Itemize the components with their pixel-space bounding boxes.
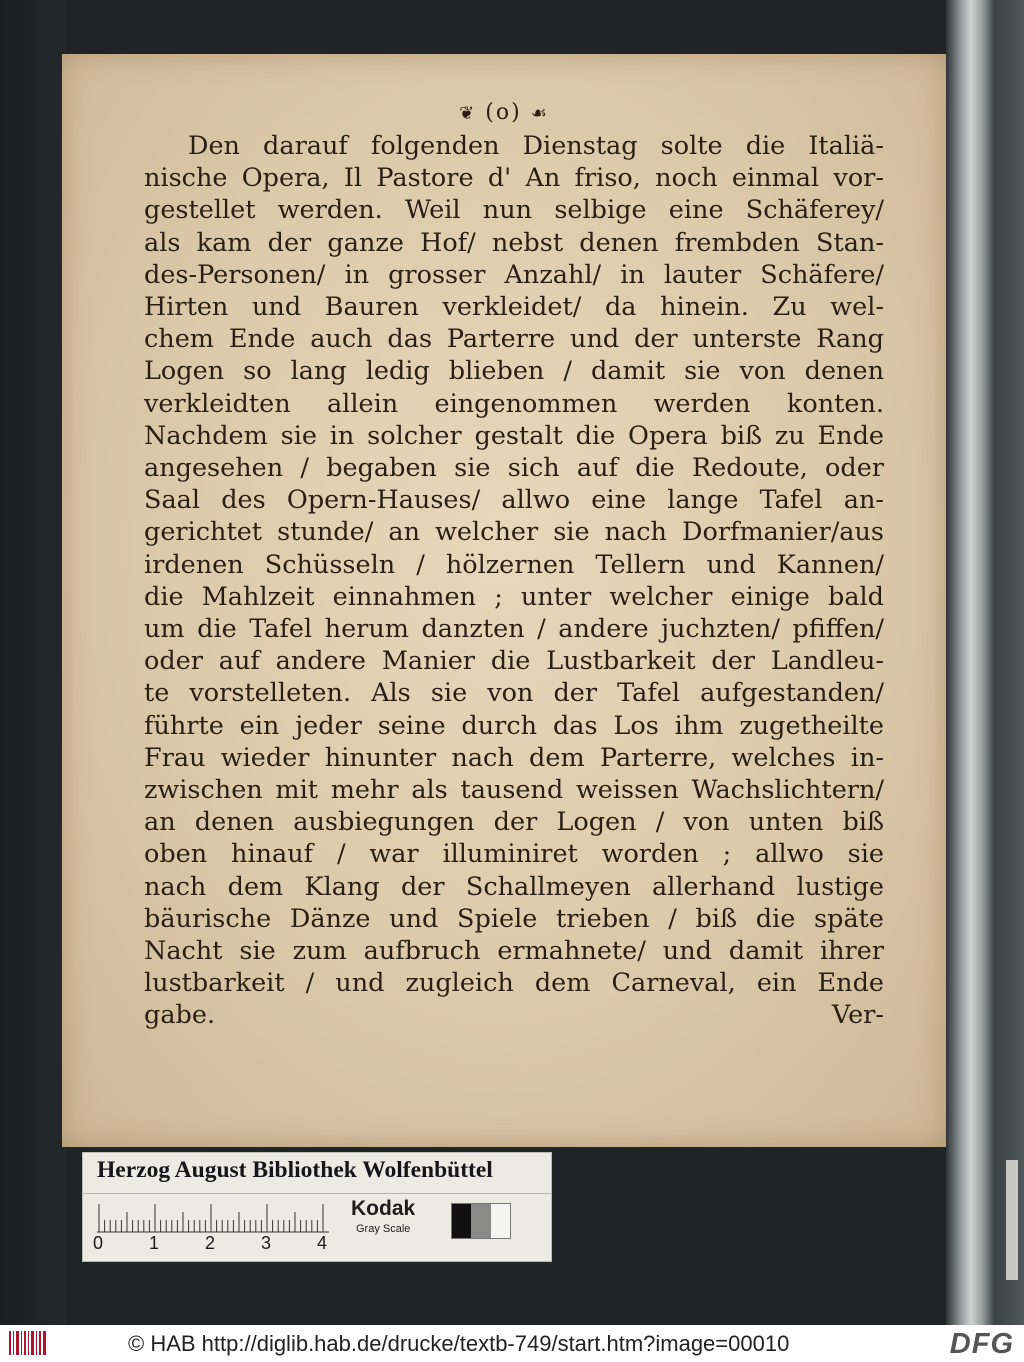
text-line: bäurische Dänze und Spiele trieben / biß die späte	[144, 903, 884, 934]
text-line: chem Ende auch das Parterre und der unterste Rang	[144, 324, 884, 355]
book-page	[62, 54, 946, 1147]
text-line: Logen so lang ledig blieben / damit sie von denen	[144, 356, 884, 387]
measurement-ruler	[97, 1203, 329, 1233]
text-line: angesehen / begaben sie sich auf die Redoute, oder	[144, 453, 884, 484]
ruler-number: 4	[317, 1233, 328, 1253]
text-line: oben hinauf / war illuminiret worden ; allwo sie	[144, 839, 884, 870]
text-line: als kam der ganze Hof/ nebst denen frembden Stan-	[144, 227, 884, 258]
catchword: Ver-	[832, 1000, 884, 1031]
white-patch	[491, 1204, 510, 1238]
gray-scale-label: Gray Scale	[356, 1223, 411, 1235]
text-line: nach dem Klang der Schallmeyen allerhand lustige	[144, 871, 884, 902]
gray-patch	[471, 1204, 490, 1238]
card-divider	[83, 1193, 551, 1194]
dfg-logo: DFG	[949, 1328, 1014, 1360]
text-line: lustbarkeit / und zugleich dem Carneval, ein Ende	[144, 968, 884, 999]
text-line: an denen ausbiegungen der Logen / von unten biß	[144, 807, 884, 838]
text-line: die Mahlzeit einnahmen ; unter welcher einige bald	[144, 581, 884, 612]
text-line: zwischen mit mehr als tausend weissen Wachslichtern/	[144, 775, 884, 806]
text-line-last	[144, 999, 884, 1031]
text-line: Frau wieder hinunter nach dem Parterre, welches in-	[144, 742, 884, 773]
ruler-number: 0	[93, 1233, 104, 1253]
text-line: te vorstelleten. Als sie von der Tafel aufgestanden/	[144, 678, 884, 709]
footer-bar	[0, 1325, 1024, 1362]
text-line: führte ein jeder seine durch das Los ihm zugetheilte	[144, 710, 884, 741]
ruler-number: 1	[149, 1233, 160, 1253]
text-line: irdenen Schüsseln / hölzernen Tellern und Kannen/	[144, 549, 884, 580]
institution-name: Herzog August Bibliothek Wolfenbüttel	[97, 1157, 493, 1183]
last-line-text: gabe.	[144, 1000, 216, 1031]
text-line: Hirten und Bauren verkleidet/ da hinein. Zu wel-	[144, 292, 884, 323]
copyright-url[interactable]: © HAB http://diglib.hab.de/drucke/textb-749/start.htm?image=00010	[128, 1331, 790, 1356]
scanner-background-left	[0, 0, 66, 1325]
text-line: oder auf andere Manier die Lustbarkeit der Landleu-	[144, 646, 884, 677]
ruler-number: 3	[261, 1233, 272, 1253]
barcode-icon	[8, 1329, 48, 1357]
text-line: gerichtet stunde/ an welcher sie nach Dorfmanier/aus	[144, 517, 884, 548]
right-ornament-icon: ☙	[530, 103, 549, 124]
black-patch	[452, 1204, 471, 1238]
text-line: des-Personen/ in grosser Anzahl/ in lauter Schäfere/	[144, 259, 884, 290]
adjacent-page-edge	[946, 0, 1024, 1325]
ruler-numbers	[93, 1233, 343, 1257]
text-line: gestellet werden. Weil nun selbige eine Schäferey/	[144, 195, 884, 226]
page-number: ❦ (o) ☙	[459, 100, 549, 125]
text-line: Nacht sie zum aufbruch ermahnete/ und damit ihrer	[144, 936, 884, 967]
text-line: nische Opera, Il Pastore d' An friso, noch einmal vor-	[144, 163, 884, 194]
gray-scale-patches	[451, 1203, 511, 1239]
ruler-number: 2	[205, 1233, 216, 1253]
text-line: Nachdem sie in solcher gestalt die Opera biß zu Ende	[144, 420, 884, 451]
edge-label	[1006, 1160, 1018, 1280]
text-line: verkleidten allein eingenommen werden konten.	[144, 388, 884, 419]
color-calibration-card	[82, 1152, 552, 1262]
left-ornament-icon: ❦	[459, 103, 477, 124]
text-line: Saal des Opern-Hauses/ allwo eine lange Tafel an-	[144, 485, 884, 516]
body-text	[144, 130, 884, 1032]
text-line: Den darauf folgenden Dienstag solte die Italiä-	[188, 131, 884, 161]
kodak-logo: Kodak	[351, 1197, 416, 1220]
text-line: um die Tafel herum danzten / andere juchzten/ pfiffen/	[144, 614, 884, 645]
